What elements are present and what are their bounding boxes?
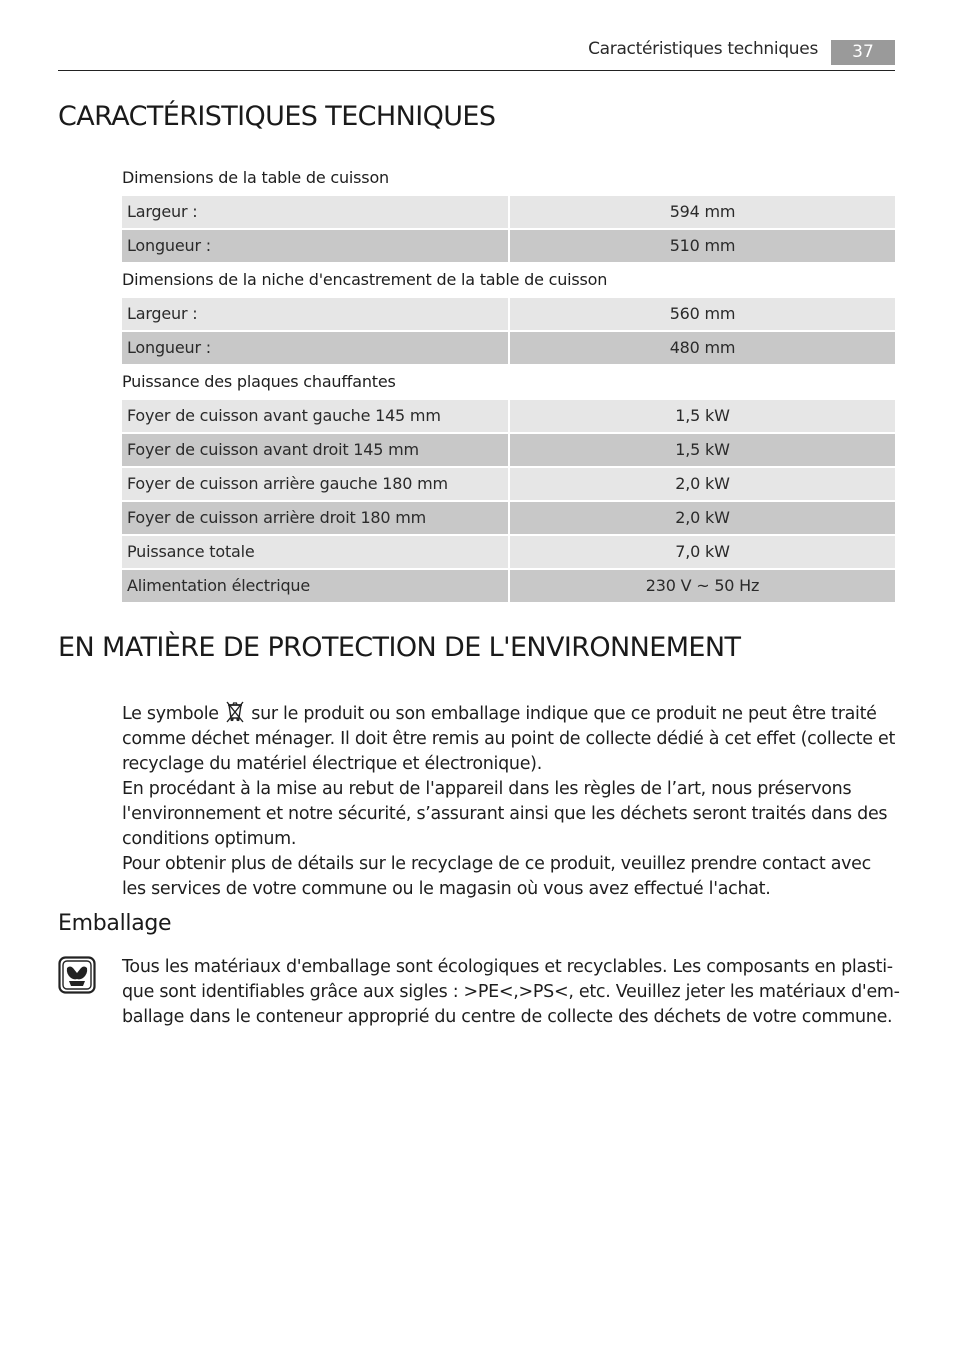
table-row xyxy=(122,332,895,364)
spec-value: 594 mm xyxy=(510,196,895,228)
spec-group-title: Dimensions de la table de cuisson xyxy=(122,168,389,187)
spec-group-title: Dimensions de la niche d'encastrement de la table de cuisson xyxy=(122,270,608,289)
spec-value: 1,5 kW xyxy=(510,434,895,466)
spec-value: 480 mm xyxy=(510,332,895,364)
spec-label: Largeur : xyxy=(122,298,508,330)
table-row xyxy=(122,298,895,330)
recycling-packaging-icon xyxy=(58,956,96,994)
spec-label: Alimentation électrique xyxy=(122,570,508,602)
table-row xyxy=(122,570,895,602)
header-divider xyxy=(58,70,895,71)
packaging-line: ballage dans le conteneur approprié du centre de collecte des déchets de votre commune. xyxy=(122,1007,893,1027)
table-row xyxy=(122,536,895,568)
table-row xyxy=(122,400,895,432)
spec-label: Foyer de cuisson avant gauche 145 mm xyxy=(122,400,508,432)
environment-paragraph-1 xyxy=(122,701,897,777)
spec-label: Foyer de cuisson avant droit 145 mm xyxy=(122,434,508,466)
spec-label: Foyer de cuisson arrière droit 180 mm xyxy=(122,502,508,534)
spec-label: Longueur : xyxy=(122,332,508,364)
spec-value: 7,0 kW xyxy=(510,536,895,568)
table-row xyxy=(122,434,895,466)
environment-paragraph-3: Pour obtenir plus de détails sur le recyclage de ce produit, veuillez prendre contact avec les services de votre commune ou le magasin où vous avez effectué l'achat. xyxy=(122,854,871,899)
spec-group-title: Puissance des plaques chauffantes xyxy=(122,372,396,391)
paragraph-text: Le symbole xyxy=(122,704,219,724)
specs-heading: CARACTÉRISTIQUES TECHNIQUES xyxy=(58,101,496,132)
page-number: 37 xyxy=(831,40,895,65)
spec-label: Largeur : xyxy=(122,196,508,228)
spec-value: 2,0 kW xyxy=(510,502,895,534)
packaging-text xyxy=(122,955,900,1030)
spec-value: 230 V ~ 50 Hz xyxy=(510,570,895,602)
packaging-heading: Emballage xyxy=(58,911,172,936)
table-row xyxy=(122,196,895,228)
spec-value: 560 mm xyxy=(510,298,895,330)
table-row xyxy=(122,468,895,500)
spec-value: 1,5 kW xyxy=(510,400,895,432)
environment-text xyxy=(122,701,897,902)
table-row xyxy=(122,502,895,534)
paragraph-text: sur le produit ou son emballage indique que ce produit ne peut être traité comme déchet ménager. Il doit être remis au point de collecte dédié à cet effet (collecte et recyclage du matériel électrique et électronique). xyxy=(122,704,896,774)
environment-paragraph-2: En procédant à la mise au rebut de l'appareil dans les règles de l’art, nous préservons l'environnement et notre sécurité, s’assurant ainsi que les déchets seront traités dans des conditions optimum. xyxy=(122,779,888,849)
spec-label: Foyer de cuisson arrière gauche 180 mm xyxy=(122,468,508,500)
packaging-line: Tous les matériaux d'emballage sont écologiques et recyclables. Les composants en plasti- xyxy=(122,957,893,977)
spec-label: Longueur : xyxy=(122,230,508,262)
spec-label: Puissance totale xyxy=(122,536,508,568)
header-section-title: Caractéristiques techniques xyxy=(588,39,818,59)
environment-heading: EN MATIÈRE DE PROTECTION DE L'ENVIRONNEMENT xyxy=(58,632,741,663)
crossed-out-wheelie-bin-icon xyxy=(226,701,244,723)
specs-table xyxy=(122,162,895,604)
packaging-line: que sont identifiables grâce aux sigles : >PE<,>PS<, etc. Veuillez jeter les matériaux d'em- xyxy=(122,982,900,1002)
spec-value: 510 mm xyxy=(510,230,895,262)
table-row xyxy=(122,230,895,262)
spec-value: 2,0 kW xyxy=(510,468,895,500)
